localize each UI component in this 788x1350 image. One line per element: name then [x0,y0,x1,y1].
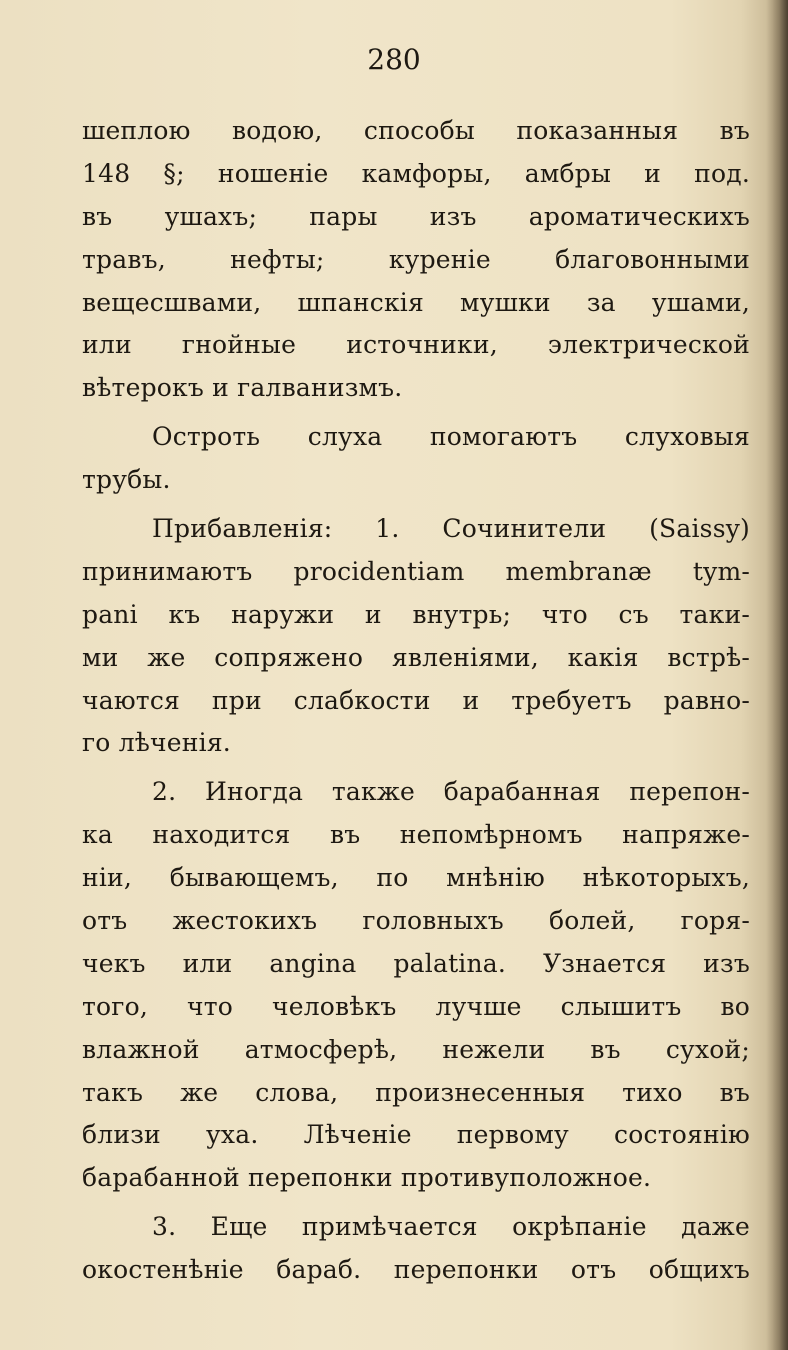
text-line: отъ жестокихъ головныхъ болей, горя- [82,906,750,936]
text-line: чаются при слабкости и требуетъ равно- [82,685,750,715]
text-line: въ ушахъ; пары изъ ароматическихъ [82,201,750,231]
text-line: ніи, бывающемъ, по мнѣнію нѣкоторыхъ, [82,863,750,893]
text-line: травъ, нефты; куреніе благовонными [82,244,750,274]
text-line: трубы. [82,465,171,495]
text-line: ми же сопряжено явленіями, какія встрѣ- [82,642,750,672]
text-line: го лѣченія. [82,728,231,758]
text-line: близи уха. Лѣченіе первому состоянію [82,1120,750,1150]
text-line: Прибавленія: 1. Сочинители (Saissy) [152,514,750,544]
text-line: чекъ или angina palatina. Узнается изъ [82,948,750,978]
text-line: 2. Иногда также барабанная перепон- [152,777,750,807]
text-line: такъ же слова, произнесенныя тихо въ [82,1077,750,1107]
text-line: влажной атмосферѣ, нежели въ сухой; [82,1034,750,1064]
text-line: ка находится въ непомѣрномъ напряже- [82,820,750,850]
text-line: или гнойные источники, электричеcкой [82,330,750,360]
text-line: pani къ наружи и внутрь; что съ таки- [82,599,750,629]
body-text [82,110,750,1292]
text-line: 3. Еще примѣчается окрѣпаніе даже [152,1212,750,1242]
spine-shadow [766,0,788,1350]
text-line: окостенѣніе бараб. перепонки отъ общихъ [82,1255,750,1285]
page-number: 280 [367,43,421,76]
text-line: барабанной перепонки противуположное. [82,1163,652,1193]
text-line: того, что человѣкъ лучше слышитъ во [82,991,750,1021]
text-line: вещесшвами, шпанскія мушки за ушами, [82,287,750,317]
text-line: вѣтерокъ и галванизмъ. [82,373,403,403]
text-line: шеплою водою, способы показанныя въ [82,116,750,145]
text-line: принимаютъ procidentiam membranæ tym- [82,556,750,586]
text-line: 148 §; ношеніе камфоры, амбры и под. [82,158,750,188]
text-line: Остроть слуха помогаютъ слуховыя [152,422,750,452]
